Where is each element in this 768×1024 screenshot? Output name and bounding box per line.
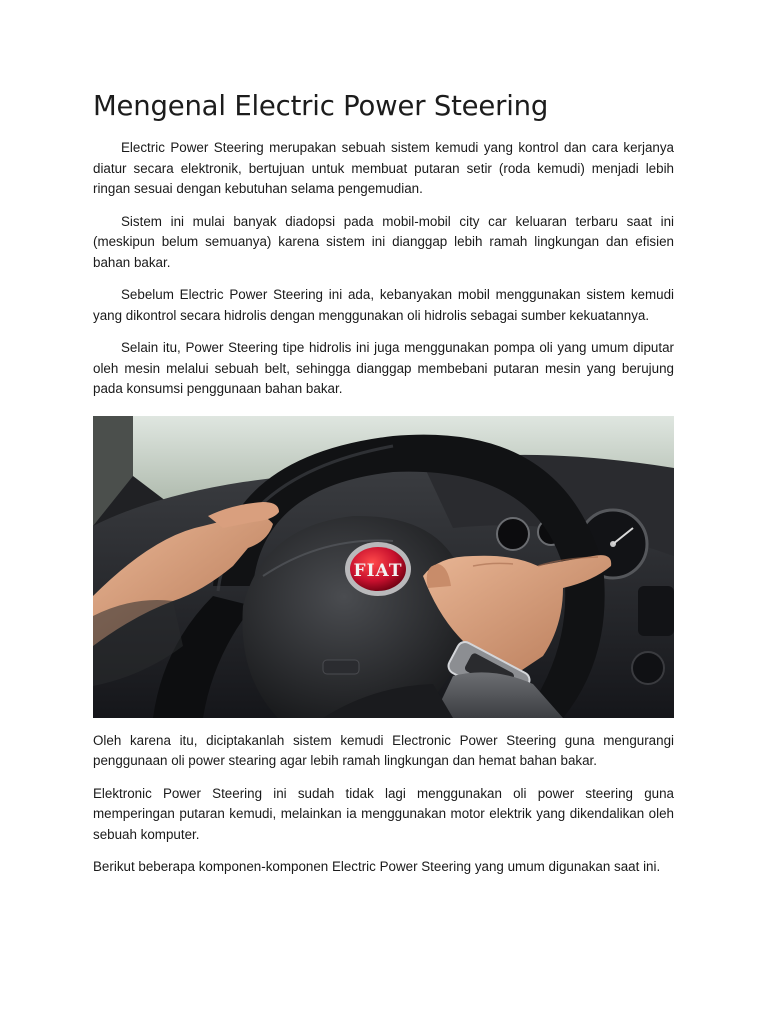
paragraph-5: Oleh karena itu, diciptakanlah sistem kemudi Electronic Power Steering guna mengurangi penggunaan oli power stearing agar lebih ramah lingkungan dan hemat bahan bakar. (93, 732, 674, 768)
paragraph-4: Selain itu, Power Steering tipe hidrolis ini juga menggunakan pompa oli yang umum diputar oleh mesin melalui sebuah belt, sehingga dianggap membebani putaran mesin yang berujung pada konsumsi penggunaan bahan bakar. (93, 340, 674, 396)
page-title: Mengenal Electric Power Steering (93, 90, 549, 122)
paragraph-3: Sebelum Electric Power Steering ini ada, kebanyakan mobil menggunakan sistem kemudi yang dikontrol secara hidrolis dengan menggunakan oli hidrolis sebagai sumber kekuatannya. (93, 287, 674, 323)
paragraph-6: Elektronic Power Steering ini sudah tidak lagi menggunakan oli power steering guna memperingan putaran kemudi, melainkan ia menggunakan motor elektrik yang dikendalikan oleh sebuah komputer. (93, 785, 674, 842)
document-page (93, 88, 674, 890)
paragraph-1: Electric Power Steering merupakan sebuah sistem kemudi yang kontrol dan cara kerjanya diatur secara elektronik, bertujuan untuk membuat putaran setir (roda kemudi) menjadi lebih ringan sesuai dengan kebutuhan selama pengemudian. (93, 140, 674, 196)
fiat-logo-text: FIAT (353, 560, 403, 581)
paragraph-2: Sistem ini mulai banyak diadopsi pada mobil-mobil city car keluaran terbaru saat ini (meskipun belum semuanya) karena sistem ini dianggap lebih ramah lingkungan dan efisien bahan bakar. (93, 213, 674, 270)
steering-wheel-photo (93, 416, 674, 718)
paragraph-7: Berikut beberapa komponen-komponen Electric Power Steering yang umum digunakan saat ini. (93, 859, 661, 874)
